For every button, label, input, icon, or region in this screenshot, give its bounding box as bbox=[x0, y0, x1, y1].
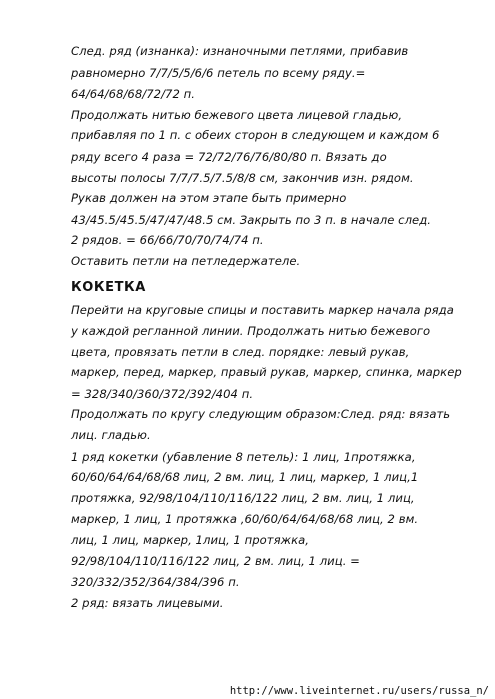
text-line: Оставить петли на петледержателе. bbox=[71, 254, 301, 269]
text-line: Рукав должен на этом этапе быть примерно bbox=[71, 191, 347, 206]
text-line: 92/98/104/110/116/122 лиц, 2 вм. лиц, 1 лиц. = bbox=[71, 553, 360, 568]
text-line: лиц. гладью. bbox=[71, 428, 151, 443]
text-line: 2 рядов. = 66/66/70/70/74/74 п. bbox=[71, 232, 264, 247]
text-line: у каждой регланной линии. Продолжать нитью бежевого bbox=[71, 323, 431, 338]
text-line: маркер, 1 лиц, 1 протяжка ,60/60/64/64/68/68 лиц, 2 вм. bbox=[71, 511, 419, 526]
text-line: 320/332/352/364/384/396 п. bbox=[71, 574, 240, 589]
text-line: Продолжать нитью бежевого цвета лицевой гладью, bbox=[71, 107, 403, 122]
text-line: Продолжать по кругу следующим образом:След. ряд: вязать bbox=[71, 407, 451, 422]
text-line: лиц, 1 лиц, маркер, 1лиц, 1 протяжка, bbox=[71, 533, 310, 547]
text-line: 64/64/68/68/72/72 п. bbox=[71, 86, 195, 101]
text-line: ряду всего 4 раза = 72/72/76/76/80/80 п. Вязать до bbox=[71, 149, 387, 164]
text-line: протяжка, 92/98/104/110/116/122 лиц, 2 вм. лиц, 1 лиц, bbox=[71, 491, 415, 506]
text-line: прибавляя по 1 п. с обеих сторон в следующем и каждом 6 bbox=[71, 128, 440, 143]
text-line: 1 ряд кокетки (убавление 8 петель): 1 лиц, 1протяжка, bbox=[71, 449, 416, 464]
text-line: Перейти на круговые спицы и поставить маркер начала ряда bbox=[71, 303, 454, 318]
text-line: 43/45.5/45.5/47/47/48.5 см. Закрыть по 3 п. в начале след. bbox=[71, 212, 432, 227]
text-line: маркер, перед, маркер, правый рукав, маркер, спинка, маркер bbox=[71, 365, 462, 380]
text-line: равномерно 7/7/5/5/6/6 петель по всему ряду.= bbox=[71, 66, 366, 81]
text-line: высоты полосы 7/7/7.5/7.5/8/8 см, закончив изн. рядом. bbox=[71, 170, 414, 185]
text-line: 60/60/64/64/68/68 лиц, 2 вм. лиц, 1 лиц, маркер, 1 лиц,1 bbox=[71, 470, 419, 485]
text-line: След. ряд (изнанка): изнаночными петлями, прибавив bbox=[71, 44, 409, 58]
section-heading: КОКЕТКА bbox=[71, 279, 146, 295]
text-line: 2 ряд: вязать лицевыми. bbox=[71, 596, 224, 610]
text-line: цвета, провязать петли в след. порядке: левый рукав, bbox=[71, 344, 410, 359]
footer-url[interactable]: http://www.liveinternet.ru/users/russa_n/ bbox=[229, 685, 489, 697]
text-line: = 328/340/360/372/392/404 п. bbox=[71, 386, 254, 401]
